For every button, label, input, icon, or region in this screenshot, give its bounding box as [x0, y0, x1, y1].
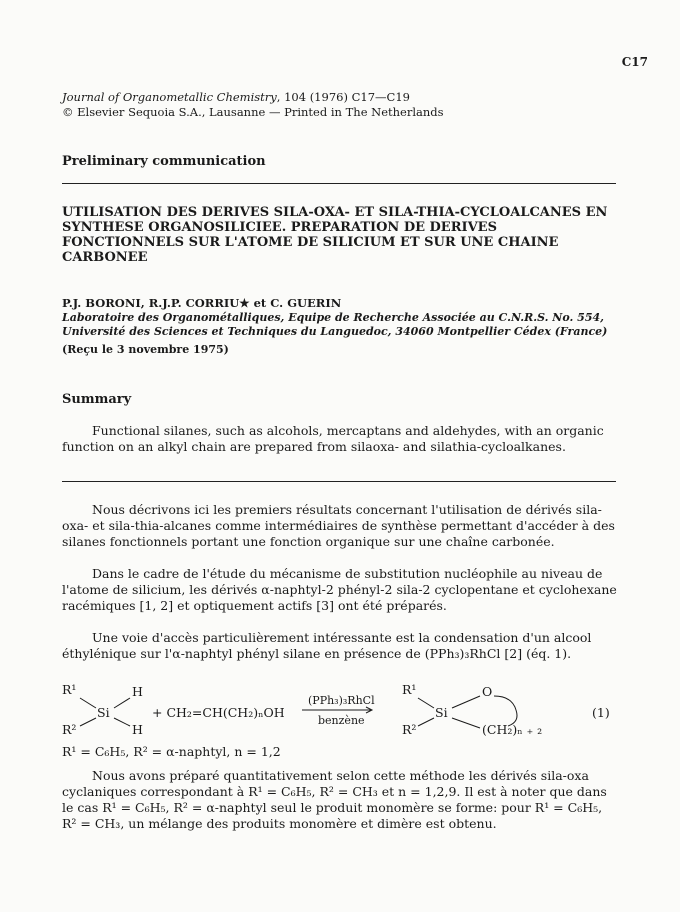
eq-product-si: Si [435, 705, 448, 720]
eq-r2: R² [62, 722, 77, 737]
divider [62, 481, 616, 482]
paragraph-1: Nous décrivons ici les premiers résultats concernant l'utilisation de dérivés sila-oxa- et sila-thia-alcanes comme intermédiaires de synthèse permettant d'accéder à des silanes fonctionnels portant une fonction organique sur une chaîne carbonée. [62, 502, 615, 549]
eq-product-r2: R² [402, 722, 417, 737]
eq-solvent: benzène [318, 714, 365, 727]
paragraph-4: Nous avons préparé quantitativement selon cette méthode les dérivés sila-oxa cyclaniques correspondant à R¹ = C₆H₅, R² = CH₃ et n = 1,2,9. Il est à noter que dans le cas R¹ = C₆H₅, R² = α-naphtyl seul le produit monomère se forme: pour R¹ = C₆H₅, R² = CH₃, un mélange des produits monomère et dimère est obtenu. [62, 768, 607, 831]
received-date: (Reçu le 3 novembre 1975) [62, 343, 229, 356]
page-number: C17 [621, 55, 648, 69]
summary-text: Functional silanes, such as alcohols, mercaptans and aldehydes, with an organic function on an alkyl chain are prepared from silaoxa- and silathia-cycloalkanes. [62, 423, 604, 454]
equation-1 [62, 682, 622, 740]
divider [62, 183, 616, 184]
paragraph-3: Une voie d'accès particulièrement intéressante est la condensation d'un alcool éthylénique sur l'α-naphtyl phényl silane en présence de (PPh₃)₃RhCl [2] (éq. 1). [62, 630, 592, 661]
publisher-line: © Elsevier Sequoia S.A., Lausanne — Printed in The Netherlands [62, 105, 444, 119]
affiliation: Laboratoire des Organométalliques, Equipe de Recherche Associée au C.N.R.S. No. 554, Université des Sciences et Techniques du Languedoc, 34060 Montpellier Cédex (France) [62, 311, 608, 338]
authors: P.J. BORONI, R.J.P. CORRIU★ et C. GUERIN [62, 296, 342, 310]
eq-product-chain: (CH₂)ₙ ₊ ₂ [482, 722, 543, 737]
section-label: Preliminary communication [62, 154, 266, 169]
eq-si: Si [97, 705, 110, 720]
summary-heading: Summary [62, 392, 132, 407]
eq-product-o: O [482, 684, 493, 699]
eq-catalyst: (PPh₃)₃RhCl [308, 694, 375, 707]
article-title: UTILISATION DES DERIVES SILA-OXA- ET SILA-THIA-CYCLOALCANES EN SYNTHESE ORGANOSILICIEE. PREPARATION DE DERIVES FONCTIONNELS SUR L'ATOME DE SILICIUM ET SUR UNE CHAINE CARBONEE [62, 205, 608, 265]
paragraph-2: Dans le cadre de l'étude du mécanisme de substitution nucléophile au niveau de l'atome de silicium, les dérivés α-naphtyl-2 phényl-2 sila-2 cyclopentane et cyclohexane racémiques [1, 2] et optiquement actifs [3] ont été préparés. [62, 566, 617, 613]
eq-r1: R¹ [62, 682, 77, 697]
eq-h-bottom: H [132, 722, 143, 737]
equation-definitions: R¹ = C₆H₅, R² = α-naphtyl, n = 1,2 [62, 744, 281, 759]
eq-product-r1: R¹ [402, 682, 417, 697]
eq-number: (1) [592, 705, 610, 720]
journal-header [62, 90, 444, 120]
eq-h-top: H [132, 684, 143, 699]
journal-name: Journal of Organometallic Chemistry [62, 90, 277, 104]
eq-reagent: + CH₂=CH(CH₂)ₙOH [152, 705, 285, 720]
journal-citation: , 104 (1976) C17—C19 [276, 90, 410, 104]
